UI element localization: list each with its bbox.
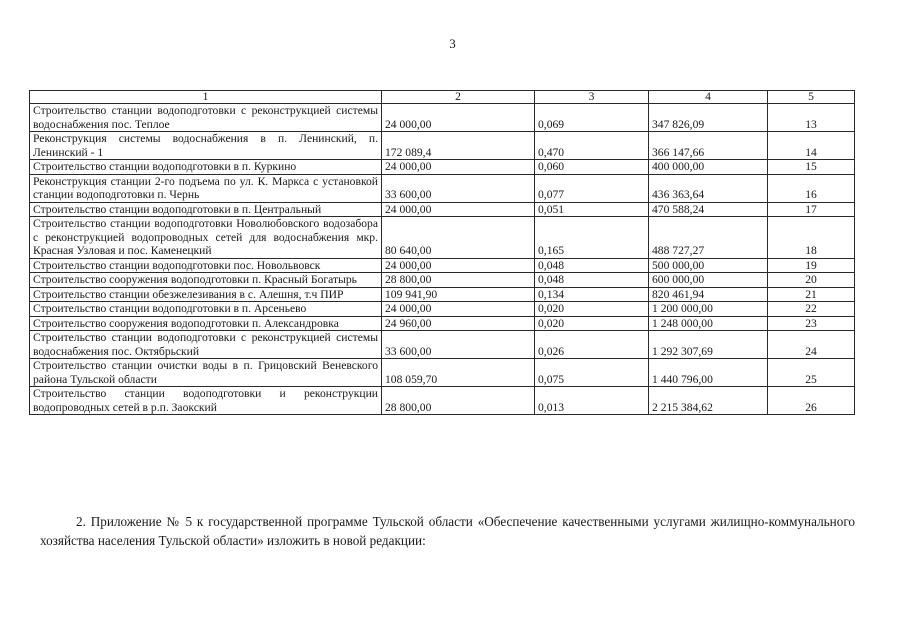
object-name-cell: Строительство станции водоподготовки и реконструкции водопроводных сетей в р.п. Заокский xyxy=(30,387,382,415)
capacity-cell: 0,026 xyxy=(535,331,649,359)
column-header: 3 xyxy=(535,91,649,104)
table-row xyxy=(30,174,855,202)
capacity-cell: 0,048 xyxy=(535,258,649,273)
unit-cost-cell: 1 292 307,69 xyxy=(649,331,768,359)
unit-cost-cell: 488 727,27 xyxy=(649,217,768,259)
unit-cost-cell: 820 461,94 xyxy=(649,287,768,302)
rank-cell: 13 xyxy=(768,104,855,132)
table-row xyxy=(30,104,855,132)
unit-cost-cell: 600 000,00 xyxy=(649,273,768,288)
rank-cell: 20 xyxy=(768,273,855,288)
rank-cell: 26 xyxy=(768,387,855,415)
object-name-cell: Строительство сооружения водоподготовки п. Александровка xyxy=(30,316,382,331)
cost-cell: 24 000,00 xyxy=(382,160,535,175)
table-row xyxy=(30,359,855,387)
cost-cell: 108 059,70 xyxy=(382,359,535,387)
rank-cell: 17 xyxy=(768,202,855,217)
capacity-cell: 0,051 xyxy=(535,202,649,217)
table-row xyxy=(30,316,855,331)
capacity-cell: 0,020 xyxy=(535,316,649,331)
unit-cost-cell: 2 215 384,62 xyxy=(649,387,768,415)
unit-cost-cell: 500 000,00 xyxy=(649,258,768,273)
cost-cell: 109 941,90 xyxy=(382,287,535,302)
object-name-cell: Строительство станции водоподготовки в п. Арсеньево xyxy=(30,302,382,317)
capacity-cell: 0,048 xyxy=(535,273,649,288)
table-row xyxy=(30,160,855,175)
table-row xyxy=(30,387,855,415)
rank-cell: 14 xyxy=(768,132,855,160)
object-name-cell: Строительство станции водоподготовки с реконструкцией системы водоснабжения пос. Октябрьский xyxy=(30,331,382,359)
object-name-cell: Строительство станции водоподготовки пос. Новольвовск xyxy=(30,258,382,273)
object-name-cell: Реконструкция станции 2-го подъема по ул. К. Маркса с установкой станции водоподготовки п. Чернь xyxy=(30,174,382,202)
capacity-cell: 0,075 xyxy=(535,359,649,387)
unit-cost-cell: 1 440 796,00 xyxy=(649,359,768,387)
object-name-cell: Строительство станции водоподготовки в п. Центральный xyxy=(30,202,382,217)
unit-cost-cell: 470 588,24 xyxy=(649,202,768,217)
unit-cost-cell: 400 000,00 xyxy=(649,160,768,175)
rank-cell: 24 xyxy=(768,331,855,359)
table-row xyxy=(30,217,855,259)
object-name-cell: Реконструкция системы водоснабжения в п. Ленинский, п. Ленинский - 1 xyxy=(30,132,382,160)
cost-cell: 28 800,00 xyxy=(382,387,535,415)
cost-cell: 33 600,00 xyxy=(382,331,535,359)
rank-cell: 18 xyxy=(768,217,855,259)
object-name-cell: Строительство станции водоподготовки Новолюбовского водозабора с реконструкцией водопроводных сетей для водоснабжения мкр. Красная Узловая и пос. Каменецкий xyxy=(30,217,382,259)
unit-cost-cell: 1 200 000,00 xyxy=(649,302,768,317)
rank-cell: 21 xyxy=(768,287,855,302)
unit-cost-cell: 366 147,66 xyxy=(649,132,768,160)
rank-cell: 22 xyxy=(768,302,855,317)
cost-cell: 24 000,00 xyxy=(382,258,535,273)
table-row xyxy=(30,132,855,160)
page-number: 3 xyxy=(449,36,456,51)
rank-cell: 23 xyxy=(768,316,855,331)
table-header-row xyxy=(30,91,855,104)
objects-table xyxy=(29,90,855,415)
rank-cell: 15 xyxy=(768,160,855,175)
capacity-cell: 0,069 xyxy=(535,104,649,132)
capacity-cell: 0,470 xyxy=(535,132,649,160)
object-name-cell: Строительство станции обезжелезивания в с. Алешня, т.ч ПИР xyxy=(30,287,382,302)
unit-cost-cell: 1 248 000,00 xyxy=(649,316,768,331)
table-row xyxy=(30,273,855,288)
object-name-cell: Строительство станции очистки воды в п. Грицовский Веневского района Тульской области xyxy=(30,359,382,387)
cost-cell: 172 089,4 xyxy=(382,132,535,160)
table-row xyxy=(30,287,855,302)
rank-cell: 16 xyxy=(768,174,855,202)
capacity-cell: 0,134 xyxy=(535,287,649,302)
object-name-cell: Строительство станции водоподготовки в п. Куркино xyxy=(30,160,382,175)
table-row xyxy=(30,258,855,273)
capacity-cell: 0,013 xyxy=(535,387,649,415)
capacity-cell: 0,020 xyxy=(535,302,649,317)
table-row xyxy=(30,302,855,317)
unit-cost-cell: 347 826,09 xyxy=(649,104,768,132)
cost-cell: 24 960,00 xyxy=(382,316,535,331)
column-header: 1 xyxy=(30,91,382,104)
table-row xyxy=(30,202,855,217)
capacity-cell: 0,077 xyxy=(535,174,649,202)
cost-cell: 33 600,00 xyxy=(382,174,535,202)
table-row xyxy=(30,331,855,359)
cost-cell: 24 000,00 xyxy=(382,302,535,317)
capacity-cell: 0,165 xyxy=(535,217,649,259)
object-name-cell: Строительство сооружения водоподготовки п. Красный Богатырь xyxy=(30,273,382,288)
column-header: 4 xyxy=(649,91,768,104)
body-paragraph: 2. Приложение № 5 к государственной программе Тульской области «Обеспечение качественными услугами жилищно-коммунального хозяйства населения Тульской области» изложить в новой редакции: xyxy=(40,514,855,548)
cost-cell: 80 640,00 xyxy=(382,217,535,259)
capacity-cell: 0,060 xyxy=(535,160,649,175)
column-header: 2 xyxy=(382,91,535,104)
cost-cell: 24 000,00 xyxy=(382,104,535,132)
rank-cell: 25 xyxy=(768,359,855,387)
column-header: 5 xyxy=(768,91,855,104)
rank-cell: 19 xyxy=(768,258,855,273)
unit-cost-cell: 436 363,64 xyxy=(649,174,768,202)
cost-cell: 28 800,00 xyxy=(382,273,535,288)
cost-cell: 24 000,00 xyxy=(382,202,535,217)
object-name-cell: Строительство станции водоподготовки с реконструкцией системы водоснабжения пос. Теплое xyxy=(30,104,382,132)
